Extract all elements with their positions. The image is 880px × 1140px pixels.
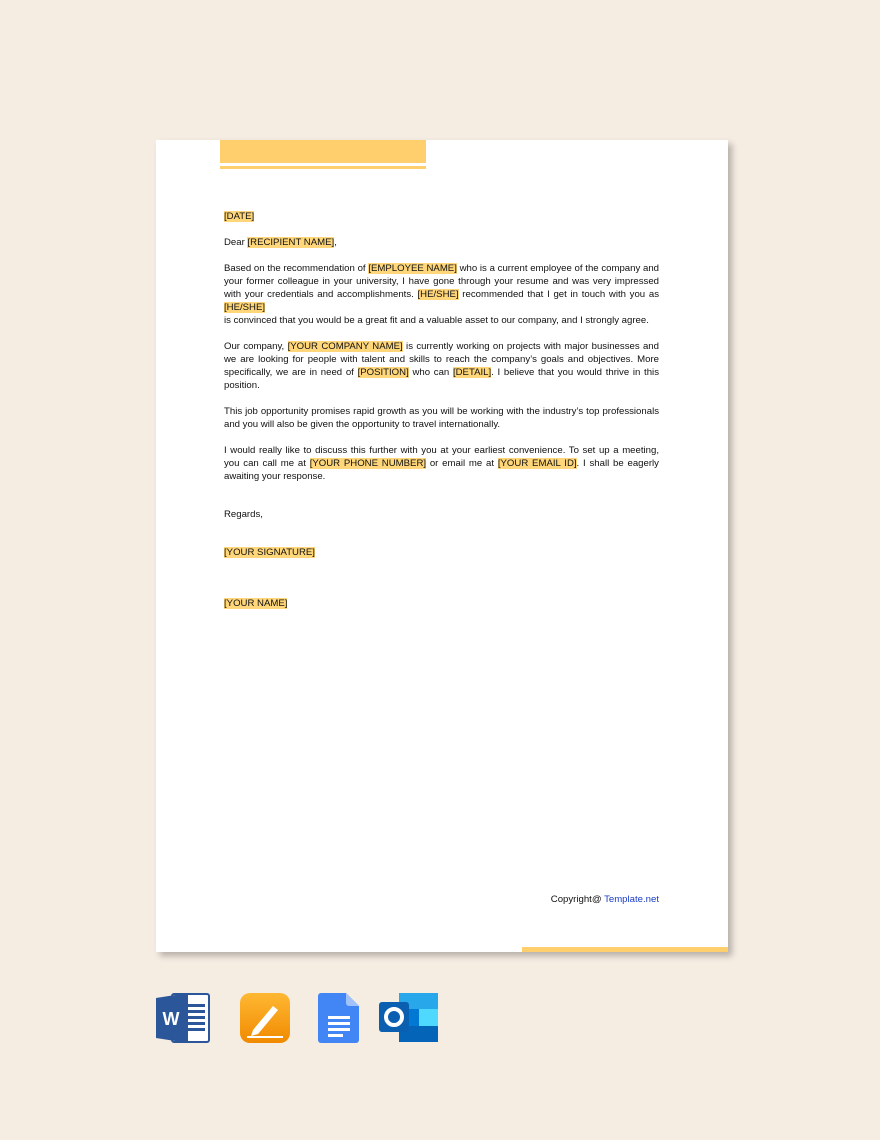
pages-icon[interactable] (239, 992, 291, 1044)
detail-placeholder: [DETAIL] (452, 367, 492, 378)
recipient-placeholder: [RECIPIENT NAME] (247, 237, 335, 248)
paragraph-1: Based on the recommendation of [EMPLOYEE NAME] who is a current employee of the company and your former colleague in your university, I have gone through your resume and was very impressed with your credentials and accomplishments. [HE/SHE] recommended that I get in touch with you as [HE/SHE] (224, 263, 659, 313)
header-accent-line (220, 166, 426, 169)
copyright: Copyright@ Template.net (550, 894, 659, 905)
date-placeholder: [DATE] (224, 211, 255, 222)
he-she-placeholder: [HE/SHE] (417, 289, 459, 300)
he-she-placeholder: [HE/SHE] (224, 302, 266, 313)
name-placeholder: [YOUR NAME] (224, 598, 288, 609)
paragraph-1-continued: is convinced that you would be a great fit and a valuable asset to our company, and I strongly agree. (224, 315, 649, 326)
company-placeholder: [YOUR COMPANY NAME] (287, 341, 403, 352)
svg-text:W: W (162, 1009, 180, 1029)
google-docs-icon[interactable] (318, 992, 370, 1044)
copyright-link[interactable]: Template.net (604, 894, 659, 905)
word-icon[interactable] (156, 992, 208, 1044)
employee-placeholder: [EMPLOYEE NAME] (368, 263, 457, 274)
position-placeholder: [POSITION] (357, 367, 409, 378)
letter-page (156, 140, 728, 952)
email-placeholder: [YOUR EMAIL ID] (497, 458, 577, 469)
phone-placeholder: [YOUR PHONE NUMBER] (309, 458, 427, 469)
paragraph-2: Our company, [YOUR COMPANY NAME] is currently working on projects with major businesses and we are looking for people with talent and skills to reach the company’s goals and objectives. More specifically, we are in need of [POSITION] who can [DETAIL]. I believe that you would thrive in this position. (224, 341, 659, 391)
signature-line (224, 546, 659, 559)
signature-placeholder: [YOUR SIGNATURE] (224, 547, 315, 558)
closing: Regards, (224, 509, 263, 520)
footer-accent-bar (522, 947, 728, 952)
letter-body (224, 210, 659, 610)
greeting: Dear [RECIPIENT NAME], (224, 237, 337, 248)
name-line (224, 597, 659, 610)
header-accent-bar (220, 140, 426, 163)
paragraph-3: This job opportunity promises rapid growth as you will be working with the industry’s top professionals and you will also be given the opportunity to travel internationally. (224, 406, 659, 430)
outlook-icon[interactable] (379, 992, 431, 1044)
app-icons (156, 992, 446, 1044)
date-line (224, 210, 659, 223)
paragraph-4: I would really like to discuss this further with you at your earliest convenience. To set up a meeting, you can call me at [YOUR PHONE NUMBER] or email me at [YOUR EMAIL ID]. I shall be eagerly awaiting your response. (224, 445, 659, 482)
